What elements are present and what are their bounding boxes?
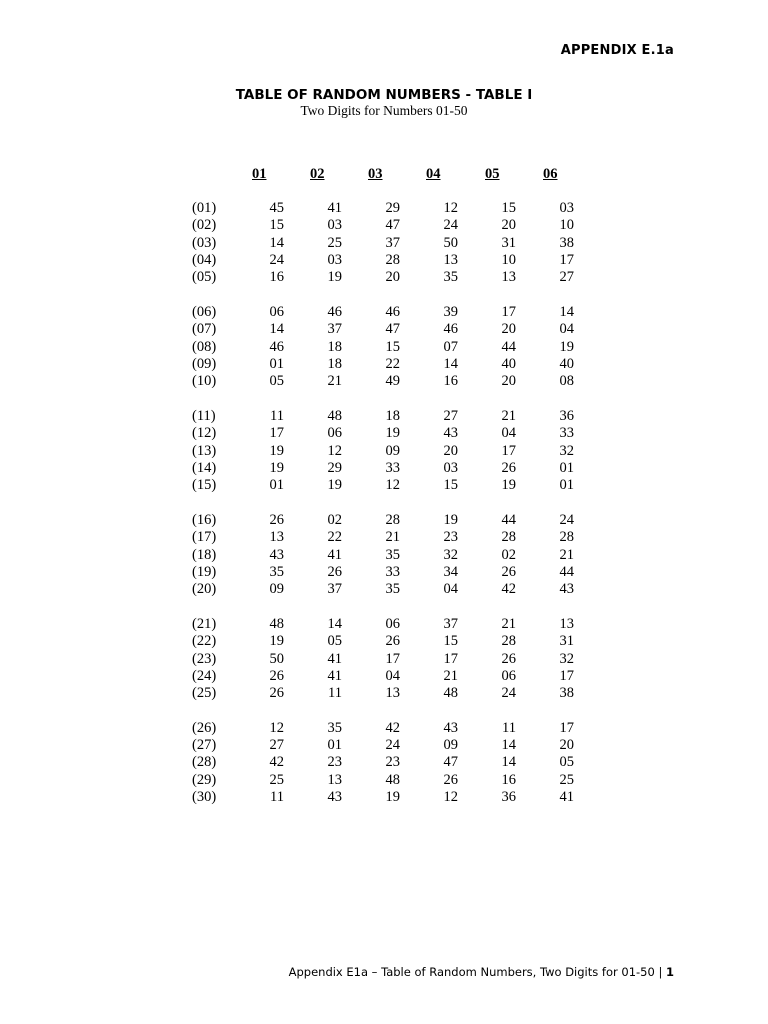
table-cell: 06 bbox=[269, 303, 284, 320]
table-cell: 04 bbox=[385, 667, 400, 684]
table-cell: 49 bbox=[385, 373, 400, 390]
table-cell: 22 bbox=[327, 529, 342, 546]
table-cell: 13 bbox=[327, 771, 342, 788]
row-label: (08) bbox=[192, 338, 217, 355]
row-label: (22) bbox=[192, 633, 217, 650]
table-cell: 18 bbox=[327, 338, 342, 355]
row-label: (10) bbox=[192, 373, 217, 390]
table-cell: 18 bbox=[385, 407, 400, 424]
table-cell: 34 bbox=[443, 563, 458, 580]
table-cell: 43 bbox=[443, 719, 458, 736]
table-cell: 19 bbox=[559, 338, 574, 355]
table-cell: 42 bbox=[269, 754, 284, 771]
table-cell: 26 bbox=[501, 563, 516, 580]
row-label: (18) bbox=[192, 546, 217, 563]
table-cell: 32 bbox=[443, 546, 458, 563]
table-cell: 01 bbox=[327, 737, 342, 754]
table-cell: 13 bbox=[559, 615, 574, 632]
table-cell: 38 bbox=[559, 234, 574, 251]
table-cell: 24 bbox=[559, 511, 574, 528]
page-footer bbox=[289, 965, 674, 979]
table-cell: 31 bbox=[501, 234, 516, 251]
table-cell: 21 bbox=[327, 373, 342, 390]
row-label: (27) bbox=[192, 737, 217, 754]
table-cell: 27 bbox=[269, 737, 284, 754]
table-cell: 01 bbox=[269, 356, 284, 372]
table-cell: 26 bbox=[501, 650, 516, 667]
table-cell: 28 bbox=[385, 511, 400, 528]
table-cell: 08 bbox=[559, 373, 574, 390]
table-cell: 47 bbox=[385, 321, 400, 338]
table-cell: 35 bbox=[385, 546, 400, 563]
table-cell: 21 bbox=[443, 667, 458, 684]
table-cell: 14 bbox=[443, 356, 458, 372]
table-cell: 23 bbox=[385, 754, 400, 771]
table-cell: 04 bbox=[501, 425, 516, 442]
table-cell: 26 bbox=[385, 633, 400, 650]
table-cell: 14 bbox=[501, 737, 516, 754]
table-cell: 14 bbox=[501, 754, 516, 771]
row-label: (21) bbox=[192, 615, 217, 632]
row-label: (06) bbox=[192, 303, 217, 320]
table-cell: 23 bbox=[443, 529, 458, 546]
table-cell: 05 bbox=[559, 754, 574, 771]
table-cell: 06 bbox=[385, 615, 400, 632]
table-cell: 42 bbox=[385, 719, 400, 736]
table-cell: 15 bbox=[501, 200, 516, 216]
table-cell: 50 bbox=[443, 234, 458, 251]
table-cell: 19 bbox=[327, 477, 342, 494]
table-cell: 15 bbox=[443, 477, 458, 494]
table-cell: 11 bbox=[328, 685, 342, 702]
table-cell: 20 bbox=[385, 269, 400, 286]
table-cell: 26 bbox=[269, 667, 284, 684]
table-cell: 32 bbox=[559, 442, 574, 459]
row-label: (11) bbox=[192, 407, 216, 424]
table-cell: 39 bbox=[443, 303, 458, 320]
table-cell: 17 bbox=[501, 303, 516, 320]
table-cell: 32 bbox=[559, 650, 574, 667]
table-cell: 27 bbox=[443, 407, 458, 424]
table-cell: 17 bbox=[559, 252, 574, 269]
table-cell: 23 bbox=[327, 754, 342, 771]
table-cell: 33 bbox=[385, 563, 400, 580]
table-cell: 20 bbox=[443, 442, 458, 459]
table-cell: 26 bbox=[501, 459, 516, 476]
table-cell: 13 bbox=[269, 529, 284, 546]
table-cell: 21 bbox=[501, 407, 516, 424]
row-label: (20) bbox=[192, 581, 217, 598]
table-cell: 24 bbox=[385, 737, 400, 754]
table-cell: 44 bbox=[559, 563, 574, 580]
table-cell: 31 bbox=[559, 633, 574, 650]
table-cell: 33 bbox=[385, 459, 400, 476]
table-cell: 18 bbox=[327, 356, 342, 372]
table-cell: 29 bbox=[327, 459, 342, 476]
table-cell: 19 bbox=[327, 269, 342, 286]
table-cell: 15 bbox=[269, 217, 284, 234]
table-cell: 28 bbox=[385, 252, 400, 269]
table-cell: 48 bbox=[443, 685, 458, 702]
table-cell: 25 bbox=[327, 234, 342, 251]
row-label: (05) bbox=[192, 269, 217, 286]
table-cell: 11 bbox=[270, 407, 284, 424]
row-label: (12) bbox=[192, 425, 217, 442]
table-cell: 10 bbox=[501, 252, 516, 269]
table-cell: 28 bbox=[559, 529, 574, 546]
table-cell: 41 bbox=[327, 667, 342, 684]
table-cell: 35 bbox=[327, 719, 342, 736]
table-cell: 46 bbox=[385, 303, 400, 320]
table-cell: 40 bbox=[501, 356, 516, 372]
table-cell: 12 bbox=[385, 477, 400, 494]
table-cell: 14 bbox=[327, 615, 342, 632]
table-cell: 01 bbox=[559, 477, 574, 494]
table-cell: 14 bbox=[269, 321, 284, 338]
table-cell: 16 bbox=[443, 373, 458, 390]
table-cell: 02 bbox=[501, 546, 516, 563]
table-cell: 21 bbox=[501, 615, 516, 632]
table-cell: 41 bbox=[559, 789, 574, 806]
table-cell: 20 bbox=[501, 373, 516, 390]
page-subtitle: Two Digits for Numbers 01-50 bbox=[300, 103, 468, 118]
table-cell: 50 bbox=[269, 650, 284, 667]
table-cell: 19 bbox=[443, 511, 458, 528]
table-cell: 20 bbox=[501, 321, 516, 338]
table-cell: 20 bbox=[559, 737, 574, 754]
table-cell: 45 bbox=[269, 200, 284, 216]
table-cell: 16 bbox=[501, 771, 516, 788]
table-cell: 43 bbox=[269, 546, 284, 563]
table-cell: 26 bbox=[327, 563, 342, 580]
column-header: 03 bbox=[368, 166, 383, 182]
table-cell: 25 bbox=[269, 771, 284, 788]
table-cell: 35 bbox=[385, 581, 400, 598]
page-number: 1 bbox=[665, 965, 674, 979]
table-cell: 27 bbox=[559, 269, 574, 286]
table-cell: 41 bbox=[327, 546, 342, 563]
table-cell: 35 bbox=[269, 563, 284, 580]
table-cell: 47 bbox=[443, 754, 458, 771]
table-cell: 10 bbox=[559, 217, 574, 234]
table-cell: 37 bbox=[385, 234, 400, 251]
table-cell: 12 bbox=[443, 200, 458, 216]
table-cell: 44 bbox=[501, 338, 516, 355]
table-cell: 46 bbox=[269, 338, 284, 355]
column-header: 01 bbox=[252, 166, 267, 182]
table-cell: 03 bbox=[559, 200, 574, 216]
column-header: 02 bbox=[310, 166, 325, 182]
table-cell: 41 bbox=[327, 200, 342, 216]
table-cell: 44 bbox=[501, 511, 516, 528]
table-cell: 14 bbox=[559, 303, 574, 320]
column-header: 05 bbox=[485, 166, 500, 182]
row-label: (23) bbox=[192, 650, 217, 667]
table-cell: 42 bbox=[501, 581, 516, 598]
table-cell: 09 bbox=[385, 442, 400, 459]
row-label: (03) bbox=[192, 234, 217, 251]
table-cell: 47 bbox=[385, 217, 400, 234]
table-cell: 09 bbox=[269, 581, 284, 598]
column-header: 06 bbox=[543, 166, 558, 182]
table-cell: 04 bbox=[559, 321, 574, 338]
table-cell: 19 bbox=[385, 425, 400, 442]
table-cell: 35 bbox=[443, 269, 458, 286]
row-label: (29) bbox=[192, 771, 217, 788]
table-cell: 24 bbox=[501, 685, 516, 702]
table-cell: 04 bbox=[443, 581, 458, 598]
table-cell: 09 bbox=[443, 737, 458, 754]
table-cell: 12 bbox=[269, 719, 284, 736]
table-cell: 26 bbox=[269, 511, 284, 528]
table-cell: 19 bbox=[269, 442, 284, 459]
table-cell: 38 bbox=[559, 685, 574, 702]
table-cell: 06 bbox=[327, 425, 342, 442]
table-cell: 11 bbox=[270, 789, 284, 806]
table-cell: 43 bbox=[443, 425, 458, 442]
footer-text: Appendix E1a – Table of Random Numbers, Two Digits for 01-50 | bbox=[288, 965, 666, 979]
page-title: TABLE OF RANDOM NUMBERS - TABLE I bbox=[235, 87, 533, 103]
table-cell: 26 bbox=[443, 771, 458, 788]
table-cell: 05 bbox=[269, 373, 284, 390]
table-cell: 17 bbox=[559, 667, 574, 684]
table-cell: 16 bbox=[269, 269, 284, 286]
row-label: (09) bbox=[192, 356, 217, 372]
table-cell: 48 bbox=[269, 615, 284, 632]
table-cell: 19 bbox=[269, 633, 284, 650]
row-label: (04) bbox=[192, 252, 217, 269]
table-cell: 19 bbox=[501, 477, 516, 494]
table-cell: 21 bbox=[385, 529, 400, 546]
row-label: (30) bbox=[192, 789, 217, 806]
row-label: (19) bbox=[192, 563, 217, 580]
table-cell: 01 bbox=[559, 459, 574, 476]
table-cell: 37 bbox=[327, 321, 342, 338]
table-cell: 01 bbox=[269, 477, 284, 494]
table-cell: 37 bbox=[443, 615, 458, 632]
table-cell: 03 bbox=[327, 217, 342, 234]
table-cell: 13 bbox=[443, 252, 458, 269]
row-label: (25) bbox=[192, 685, 217, 702]
table-cell: 20 bbox=[501, 217, 516, 234]
row-label: (17) bbox=[192, 529, 217, 546]
table-cell: 40 bbox=[559, 356, 574, 372]
table-cell: 17 bbox=[385, 650, 400, 667]
row-label: (13) bbox=[192, 442, 217, 459]
table-cell: 05 bbox=[327, 633, 342, 650]
table-cell: 37 bbox=[327, 581, 342, 598]
table-cell: 19 bbox=[385, 789, 400, 806]
table-cell: 28 bbox=[501, 633, 516, 650]
table-cell: 06 bbox=[501, 667, 516, 684]
table-cell: 14 bbox=[269, 234, 284, 251]
row-label: (16) bbox=[192, 511, 217, 528]
table-cell: 22 bbox=[385, 356, 400, 372]
table-cell: 15 bbox=[385, 338, 400, 355]
table-cell: 46 bbox=[443, 321, 458, 338]
table-cell: 36 bbox=[559, 407, 574, 424]
table-cell: 07 bbox=[443, 338, 458, 355]
table-cell: 41 bbox=[327, 650, 342, 667]
table-cell: 17 bbox=[501, 442, 516, 459]
row-label: (26) bbox=[192, 719, 217, 736]
table-cell: 19 bbox=[269, 459, 284, 476]
table-cell: 48 bbox=[385, 771, 400, 788]
table-cell: 43 bbox=[327, 789, 342, 806]
table-cell: 24 bbox=[443, 217, 458, 234]
table-cell: 26 bbox=[269, 685, 284, 702]
row-label: (24) bbox=[192, 667, 217, 684]
table-cell: 11 bbox=[502, 719, 516, 736]
table-cell: 46 bbox=[327, 303, 342, 320]
table-cell: 12 bbox=[327, 442, 342, 459]
table-cell: 12 bbox=[443, 789, 458, 806]
table-cell: 13 bbox=[385, 685, 400, 702]
row-label: (28) bbox=[192, 754, 217, 771]
appendix-label: APPENDIX E.1a bbox=[560, 43, 674, 58]
table-cell: 15 bbox=[443, 633, 458, 650]
table-cell: 02 bbox=[327, 511, 342, 528]
table-cell: 29 bbox=[385, 200, 400, 216]
table-cell: 03 bbox=[443, 459, 458, 476]
table-cell: 48 bbox=[327, 407, 342, 424]
table-cell: 17 bbox=[443, 650, 458, 667]
table-cell: 17 bbox=[559, 719, 574, 736]
table-cell: 28 bbox=[501, 529, 516, 546]
table-cell: 25 bbox=[559, 771, 574, 788]
row-label: (02) bbox=[192, 217, 217, 234]
table-cell: 17 bbox=[269, 425, 284, 442]
row-label: (01) bbox=[192, 200, 217, 216]
table-cell: 13 bbox=[501, 269, 516, 286]
row-label: (15) bbox=[192, 477, 217, 494]
row-label: (07) bbox=[192, 321, 217, 338]
column-header: 04 bbox=[426, 166, 441, 182]
table-cell: 43 bbox=[559, 581, 574, 598]
table-cell: 24 bbox=[269, 252, 284, 269]
table-cell: 33 bbox=[559, 425, 574, 442]
table-cell: 21 bbox=[559, 546, 574, 563]
table-cell: 03 bbox=[327, 252, 342, 269]
table-cell: 36 bbox=[501, 789, 516, 806]
row-label: (14) bbox=[192, 459, 217, 476]
